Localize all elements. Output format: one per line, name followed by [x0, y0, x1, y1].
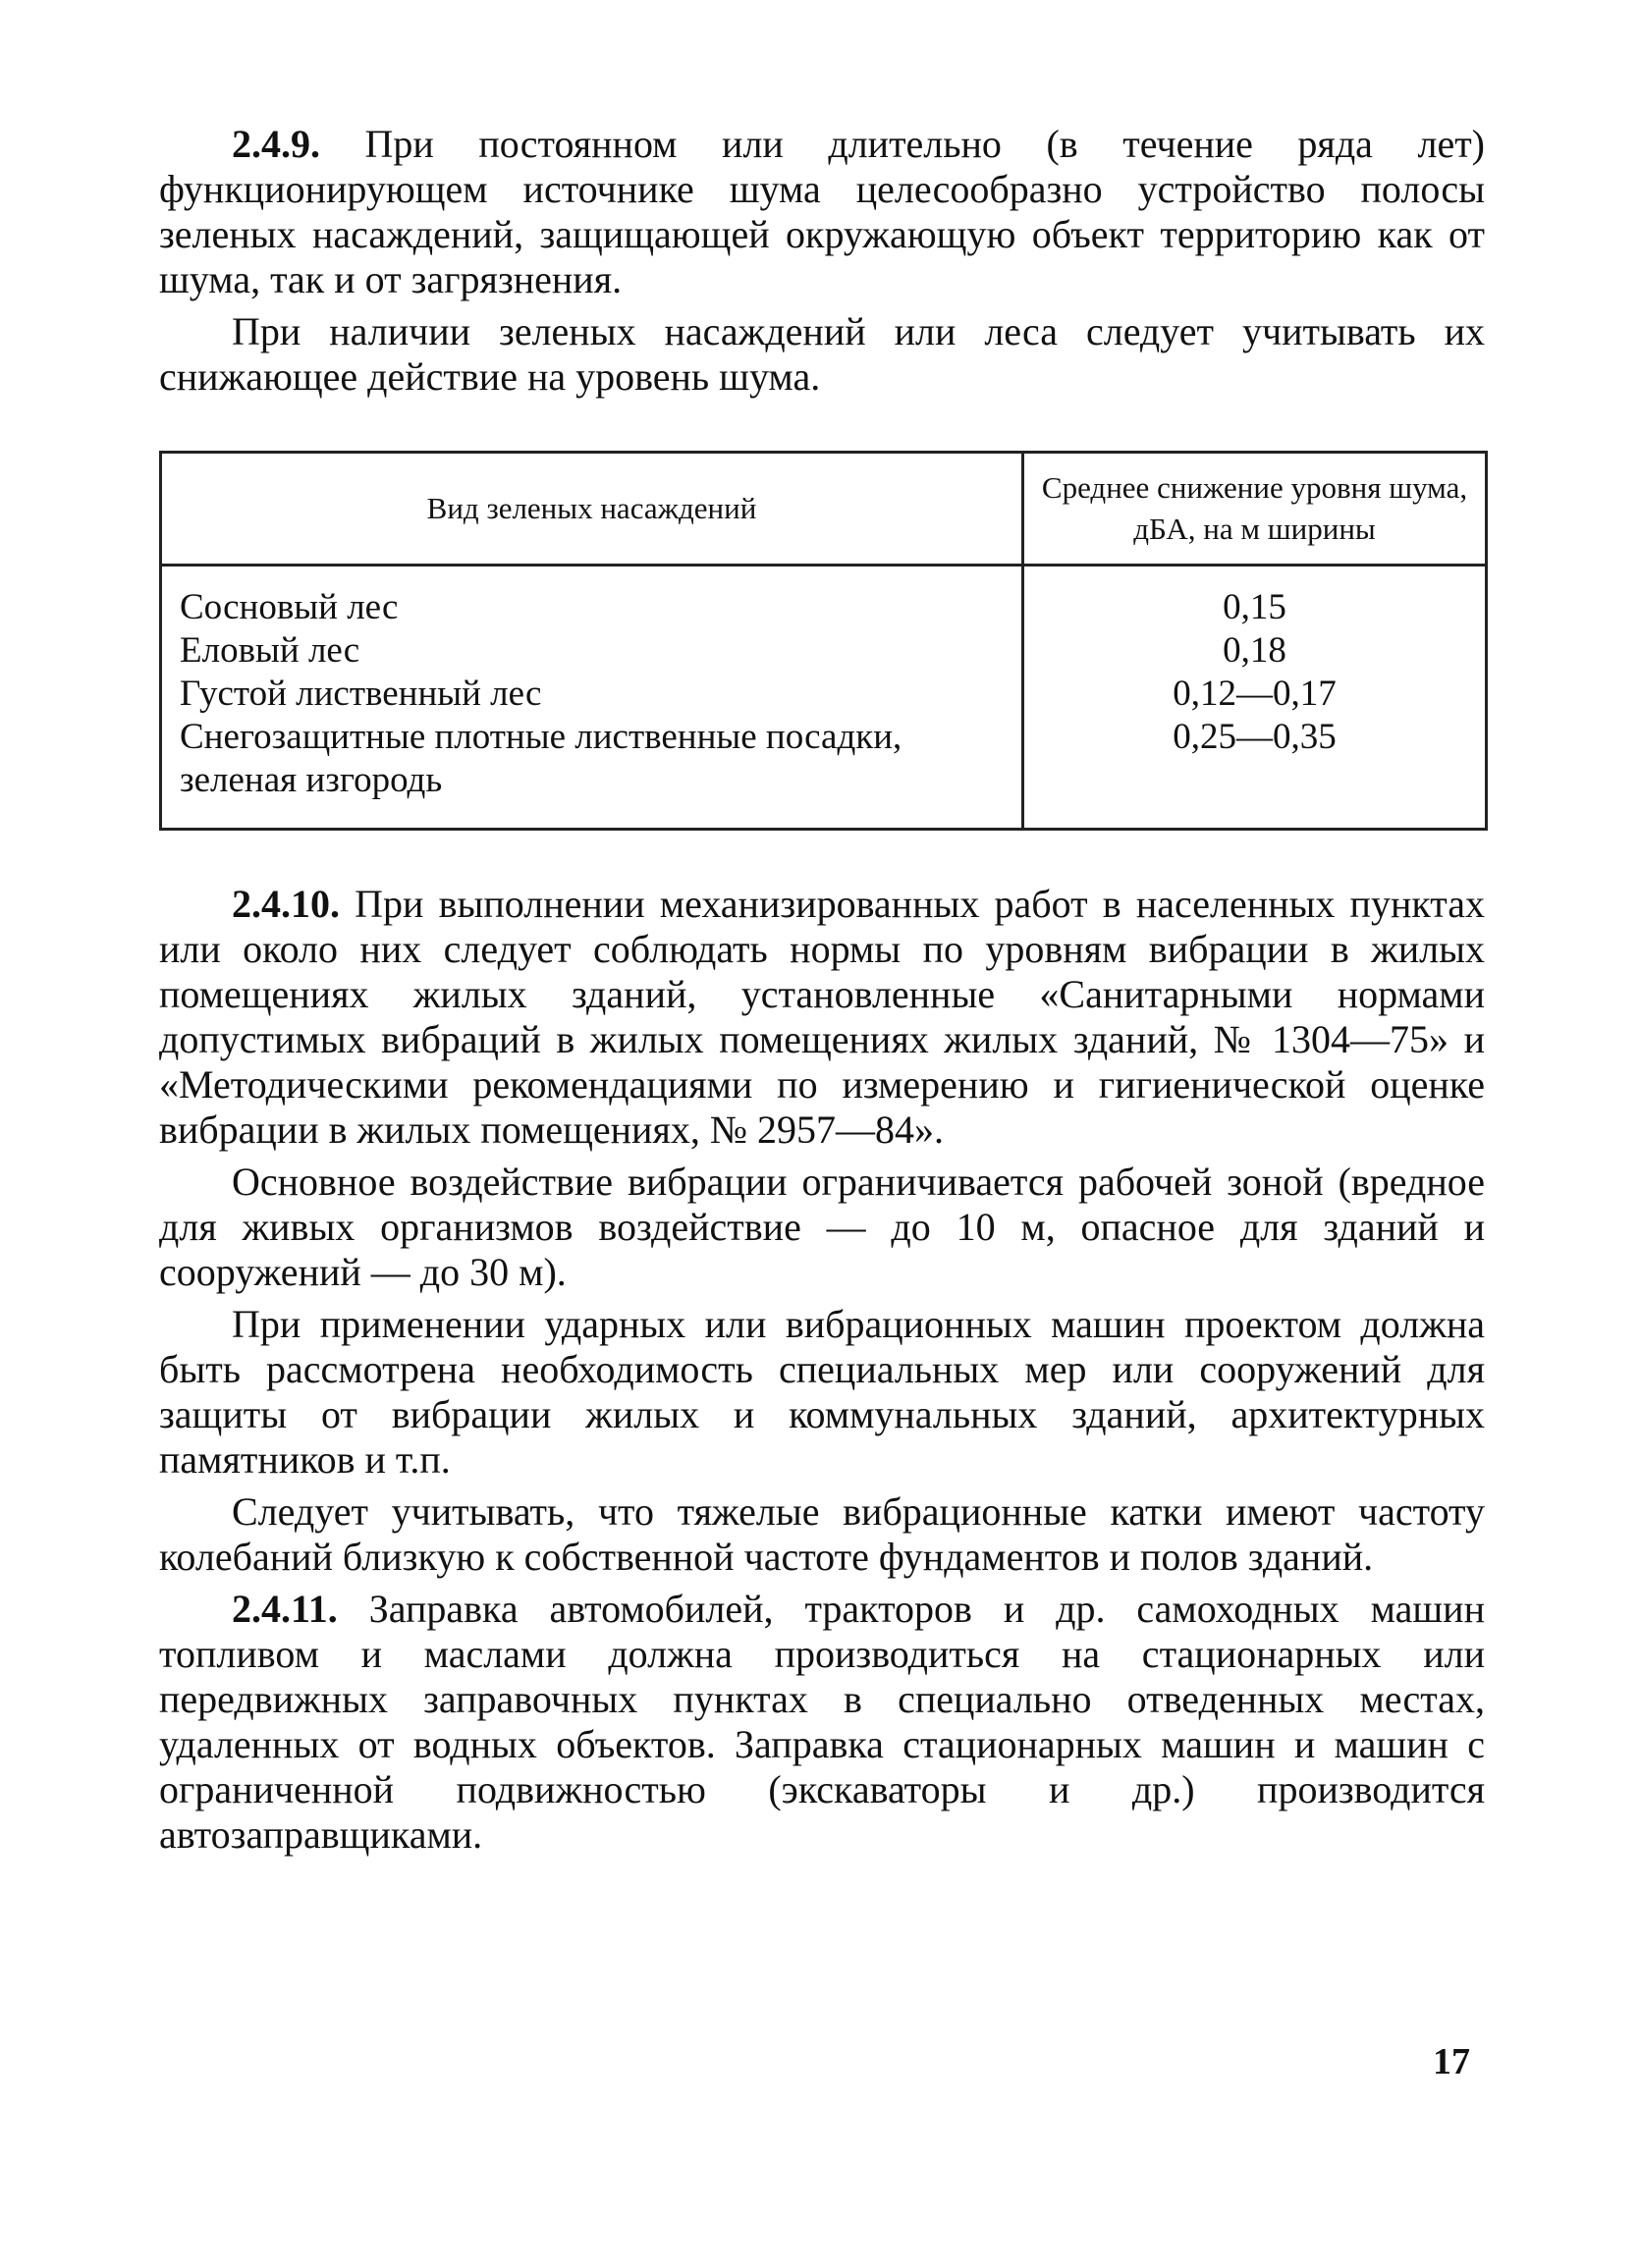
- clause-number: 2.4.9.: [232, 122, 320, 166]
- clause-number: 2.4.11.: [232, 1587, 338, 1631]
- species-name: Сосновый лес: [180, 587, 399, 627]
- species-name: Еловый лес: [180, 630, 360, 671]
- paragraph-text: Основное воздействие вибрации ограничивается рабочей зоной (вредное для живых организмов воздействие — до 10 м, опасное для зданий и сооружений — до 30 м).: [159, 1160, 1485, 1294]
- species-name: Снегозащитные плотные лиственные посадки, зеленая изгородь: [180, 717, 902, 800]
- species-name: Густой лиственный лес: [180, 674, 542, 714]
- table-body-row: [161, 566, 1487, 830]
- table-header-row: [161, 453, 1487, 566]
- section-2-4-9: [159, 122, 1485, 400]
- reduction-cell: [1023, 566, 1487, 830]
- sections-2-4-10-to-2-4-11: [159, 882, 1485, 1858]
- paragraph: [159, 309, 1485, 400]
- reduction-value: 0,12—0,17: [1173, 674, 1337, 714]
- species-cell: [161, 566, 1023, 830]
- reduction-value: 0,25—0,35: [1173, 717, 1337, 757]
- paragraph: [159, 1489, 1485, 1580]
- paragraph-text: При выполнении механизированных работ в населенных пунктах или около них следует соблюдать нормы по уровням вибрации в жилых помещениях жилых зданий, установленные «Санитарными нормами допустимых вибраций в жилых помещениях жилых зданий, № 1304—75» и «Методическими рекомендациями по измерению и гигиенической оценке вибрации в жилых помещениях, № 2957—84».: [159, 882, 1485, 1152]
- paragraph-text: Следует учитывать, что тяжелые вибрационные катки имеют частоту колебаний близкую к собственной частоте фундаментов и полов зданий.: [159, 1489, 1485, 1579]
- paragraph: [159, 1160, 1485, 1295]
- paragraph-text: Заправка автомобилей, тракторов и др. самоходных машин топливом и маслами должна производиться на стационарных или передвижных заправочных пунктах в специально отведенных местах, удаленных от водных объектов. Заправка стационарных машин и машин с ограниченной подвижностью (экскаваторы и др.) производится автозаправщиками.: [159, 1587, 1485, 1857]
- paragraph: [159, 1587, 1485, 1858]
- noise-reduction-table: [159, 451, 1488, 831]
- paragraph-text: При постоянном или длительно (в течение ряда лет) функционирующем источнике шума целесообразно устройство полосы зеленых насаждений, защищающей окружающую объект территорию как от шума, так и от загрязнения.: [159, 122, 1485, 301]
- paragraph-text: При наличии зеленых насаждений или леса следует учитывать их снижающее действие на уровень шума.: [159, 309, 1485, 399]
- paragraph: [159, 122, 1485, 302]
- paragraph-text: При применении ударных или вибрационных машин проектом должна быть рассмотрена необходимость специальных мер или сооружений для защиты от вибрации жилых и коммунальных зданий, архитектурных памятников и т.п.: [159, 1302, 1485, 1482]
- clause-number: 2.4.10.: [232, 882, 340, 926]
- paragraph: [159, 1302, 1485, 1483]
- page-number: 17: [1433, 2041, 1470, 2082]
- paragraph: [159, 882, 1485, 1153]
- reduction-value: 0,15: [1223, 587, 1286, 627]
- column-header-reduction: Среднее снижение уровня шума, дБА, на м ширины: [1023, 453, 1487, 566]
- reduction-value: 0,18: [1223, 630, 1286, 671]
- page-content: [159, 122, 1485, 1858]
- column-header-species: Вид зеленых насаждений: [161, 453, 1023, 566]
